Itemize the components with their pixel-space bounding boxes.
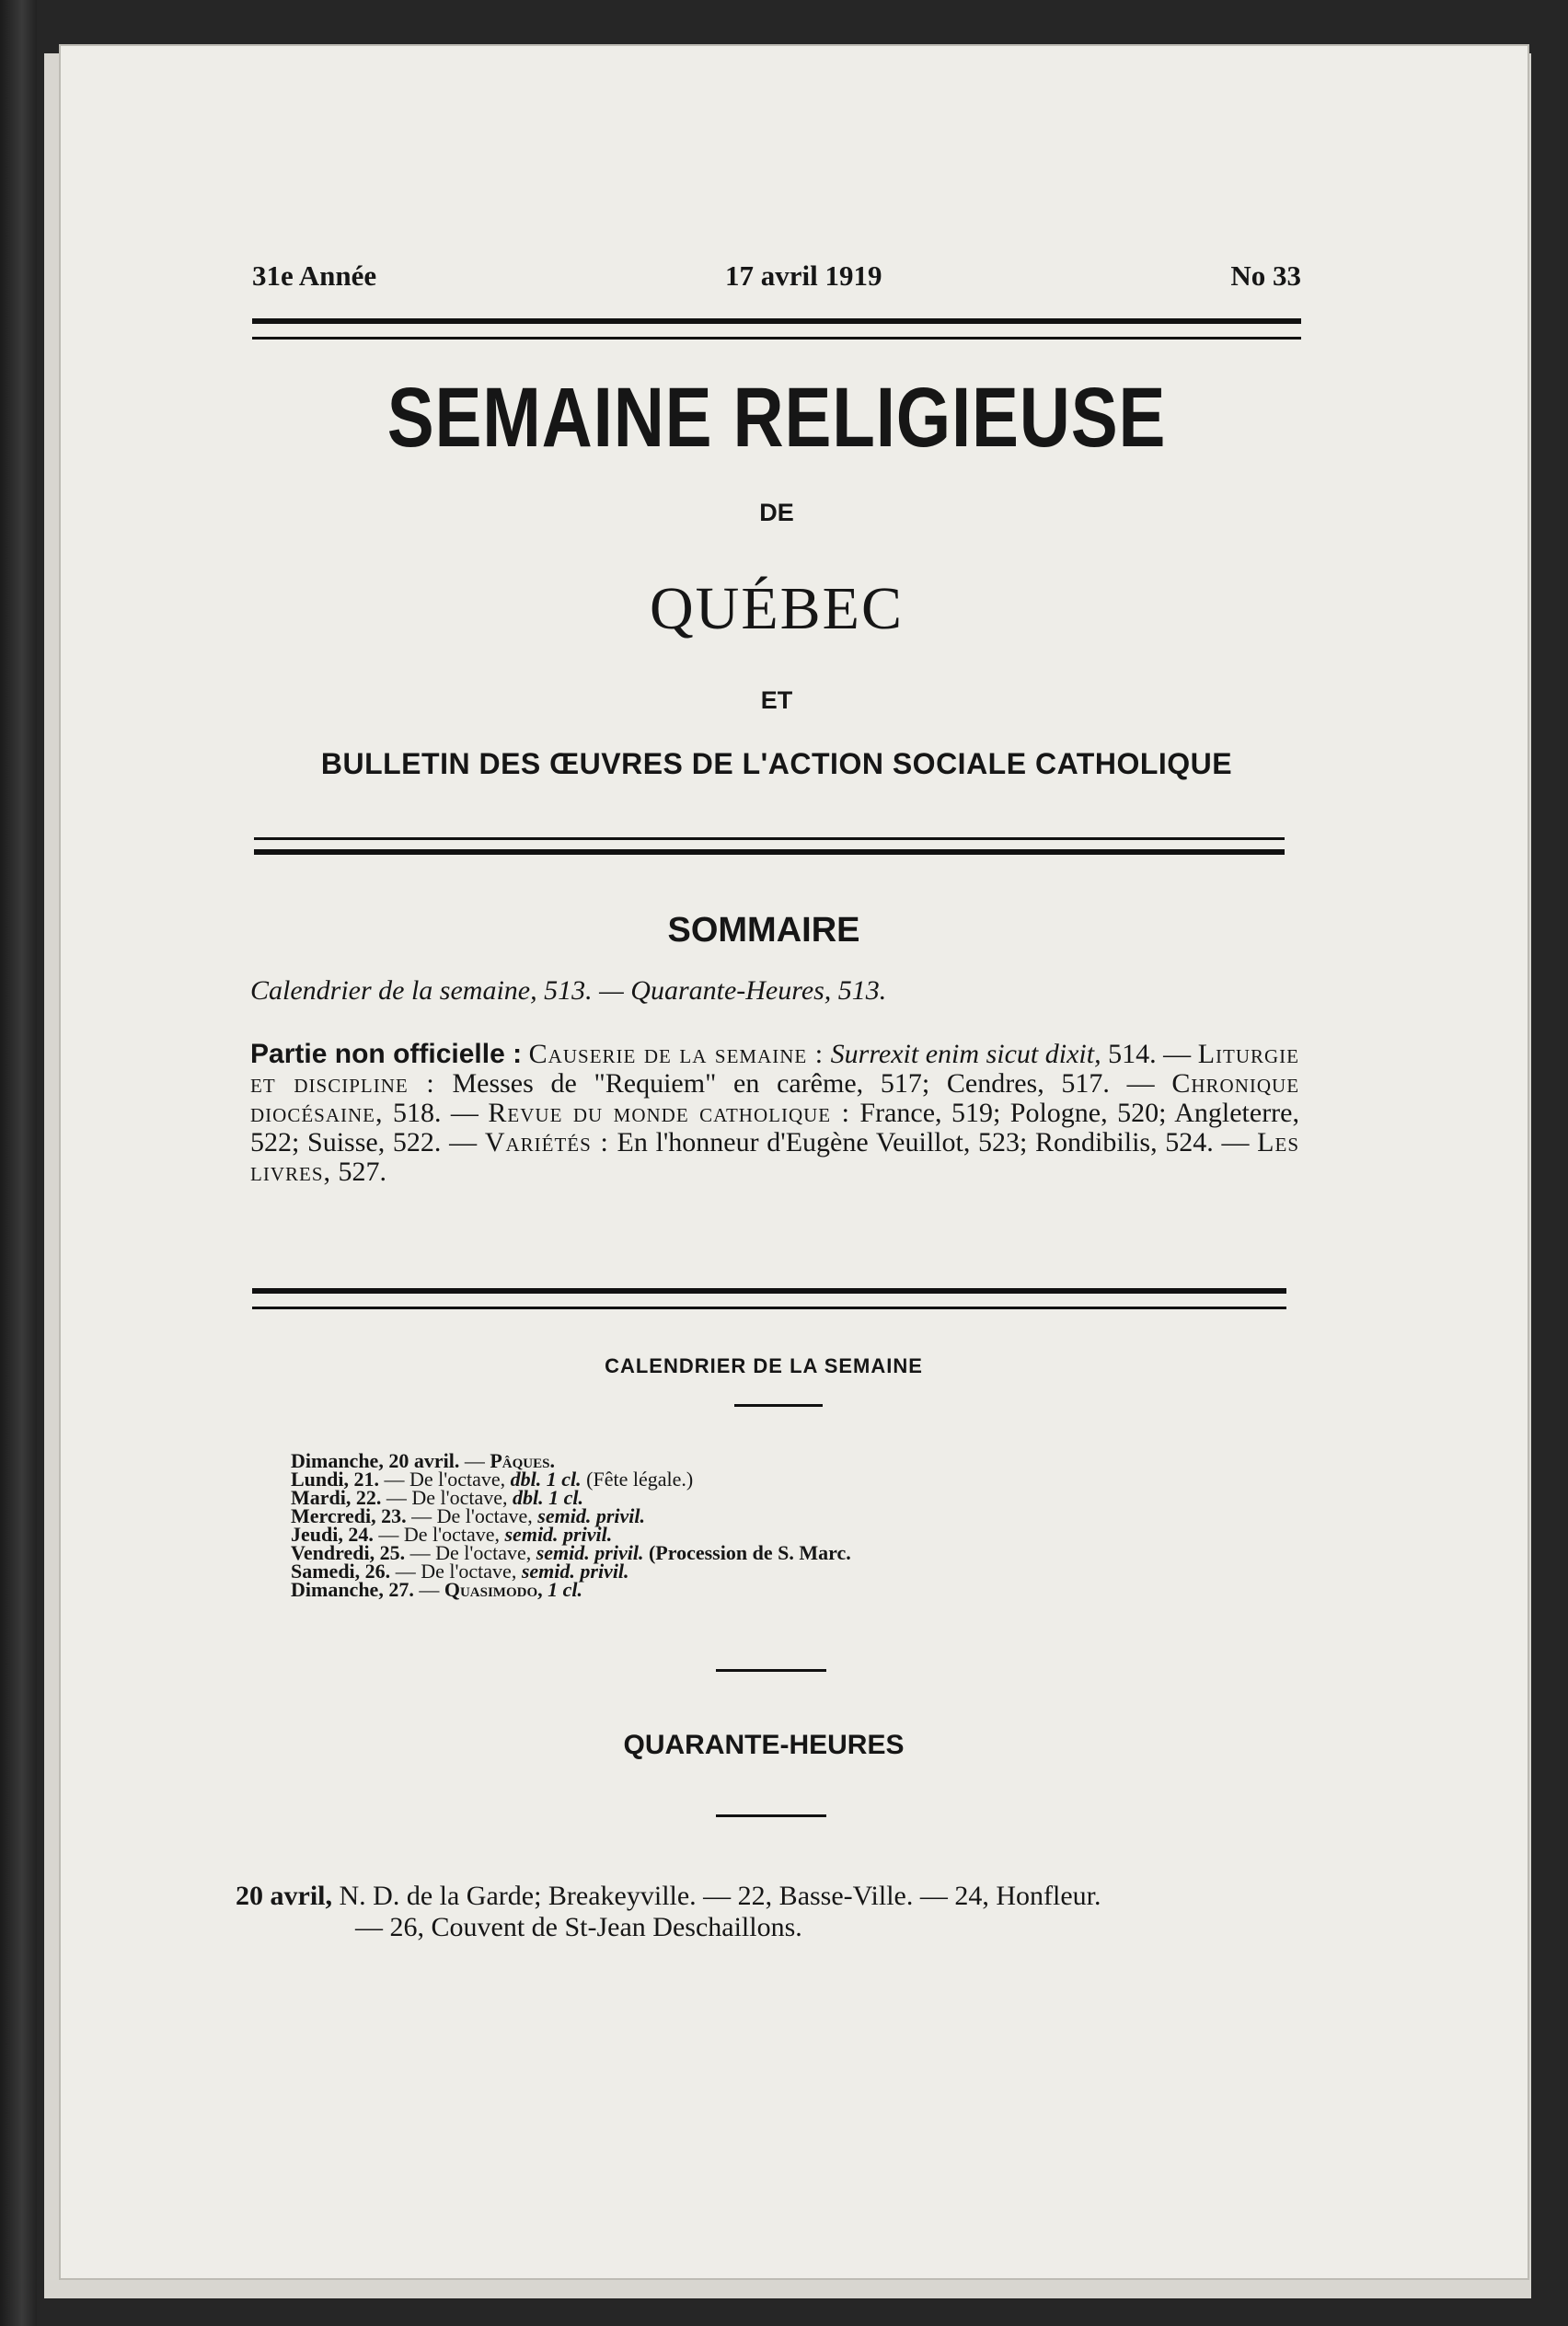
partie-causerie-title: Surrexit enim sicut dixit, xyxy=(830,1039,1101,1069)
quarante-heures-line-1: 20 avril, N. D. de la Garde; Breakeyville. — 22, Basse-Ville. — 24, Honfleur. xyxy=(236,1881,1101,1911)
partie-chronique: Chronique diocésaine, xyxy=(250,1068,1300,1128)
issue-header xyxy=(252,259,1301,293)
partie-livres: Les livres, xyxy=(250,1127,1300,1187)
sommaire-partie xyxy=(250,1040,1299,1187)
partie-chronique-page: 518. — xyxy=(392,1098,478,1128)
calendrier-title: CALENDRIER DE LA SEMAINE xyxy=(605,1354,923,1377)
masthead-bulletin: BULLETIN DES ŒUVRES DE L'ACTION SOCIALE CATHOLIQUE xyxy=(320,747,1233,780)
masthead-de: DE xyxy=(759,499,794,526)
issue-date: 17 avril 1919 xyxy=(725,259,882,292)
calendrier-row: Vendredi, 25. — De l'octave, semid. privil. (Procession de S. Marc. xyxy=(291,1541,851,1564)
partie-causerie: Causerie de la semaine : xyxy=(528,1039,824,1069)
calendrier-row: Samedi, 26. — De l'octave, semid. privil. xyxy=(291,1560,629,1583)
calendrier-list xyxy=(291,1449,851,1601)
calendrier-row: Lundi, 21. — De l'octave, dbl. 1 cl. (Fête légale.) xyxy=(291,1468,694,1491)
calendrier-row: Mercredi, 23. — De l'octave, semid. privil. xyxy=(291,1504,645,1527)
masthead-city: QUÉBEC xyxy=(650,575,904,642)
partie-livres-page: 527. xyxy=(338,1157,386,1187)
partie-revue: Revue du monde catholique : xyxy=(488,1098,850,1128)
calendrier-row: Dimanche, 27. — Quasimodo, 1 cl. xyxy=(291,1578,583,1601)
partie-revue-text: France, 519; Pologne, 520; Angleterre, 522; Suisse, 522. — xyxy=(250,1098,1299,1157)
sommaire-rule xyxy=(252,1288,1286,1309)
partie-causerie-page: 514. — xyxy=(1108,1039,1192,1069)
quarante-heures-title: QUARANTE-HEURES xyxy=(623,1730,905,1760)
quarante-heures-rule xyxy=(716,1814,826,1817)
calendrier-row: Dimanche, 20 avril. — Pâques. xyxy=(291,1449,555,1472)
page-edge xyxy=(0,0,37,2326)
calendrier-title-rule xyxy=(734,1404,823,1407)
calendrier-row: Mardi, 22. — De l'octave, dbl. 1 cl. xyxy=(291,1486,584,1509)
calendrier-end-rule xyxy=(716,1669,826,1672)
sommaire-title: SOMMAIRE xyxy=(667,911,860,950)
masthead-et: ET xyxy=(760,686,793,714)
masthead-rule xyxy=(254,837,1285,855)
partie-liturgie: Liturgie et discipline : xyxy=(250,1039,1299,1099)
quarante-heures-text xyxy=(236,1881,1303,1943)
header-rule xyxy=(252,318,1301,340)
masthead-title: SEMAINE RELIGIEUSE xyxy=(386,371,1167,465)
document-page xyxy=(61,46,1528,2278)
partie-varietes-text: En l'honneur d'Eugène Veuillot, 523; Rondibilis, 524. — xyxy=(617,1127,1250,1157)
issue-number: No 33 xyxy=(1230,259,1301,292)
partie-liturgie-text: Messes de "Requiem" en carême, 517; Cendres, 517. — xyxy=(452,1068,1155,1099)
partie-lead: Partie non officielle : xyxy=(250,1039,523,1069)
sommaire-line: Calendrier de la semaine, 513. — Quarante-Heures, 513. xyxy=(250,975,887,1006)
calendrier-row: Jeudi, 24. — De l'octave, semid. privil. xyxy=(291,1523,613,1546)
quarante-heures-line-2: — 26, Couvent de St-Jean Deschaillons. xyxy=(355,1912,802,1942)
issue-year: 31e Année xyxy=(252,259,377,292)
partie-varietes: Variétés : xyxy=(484,1127,609,1157)
